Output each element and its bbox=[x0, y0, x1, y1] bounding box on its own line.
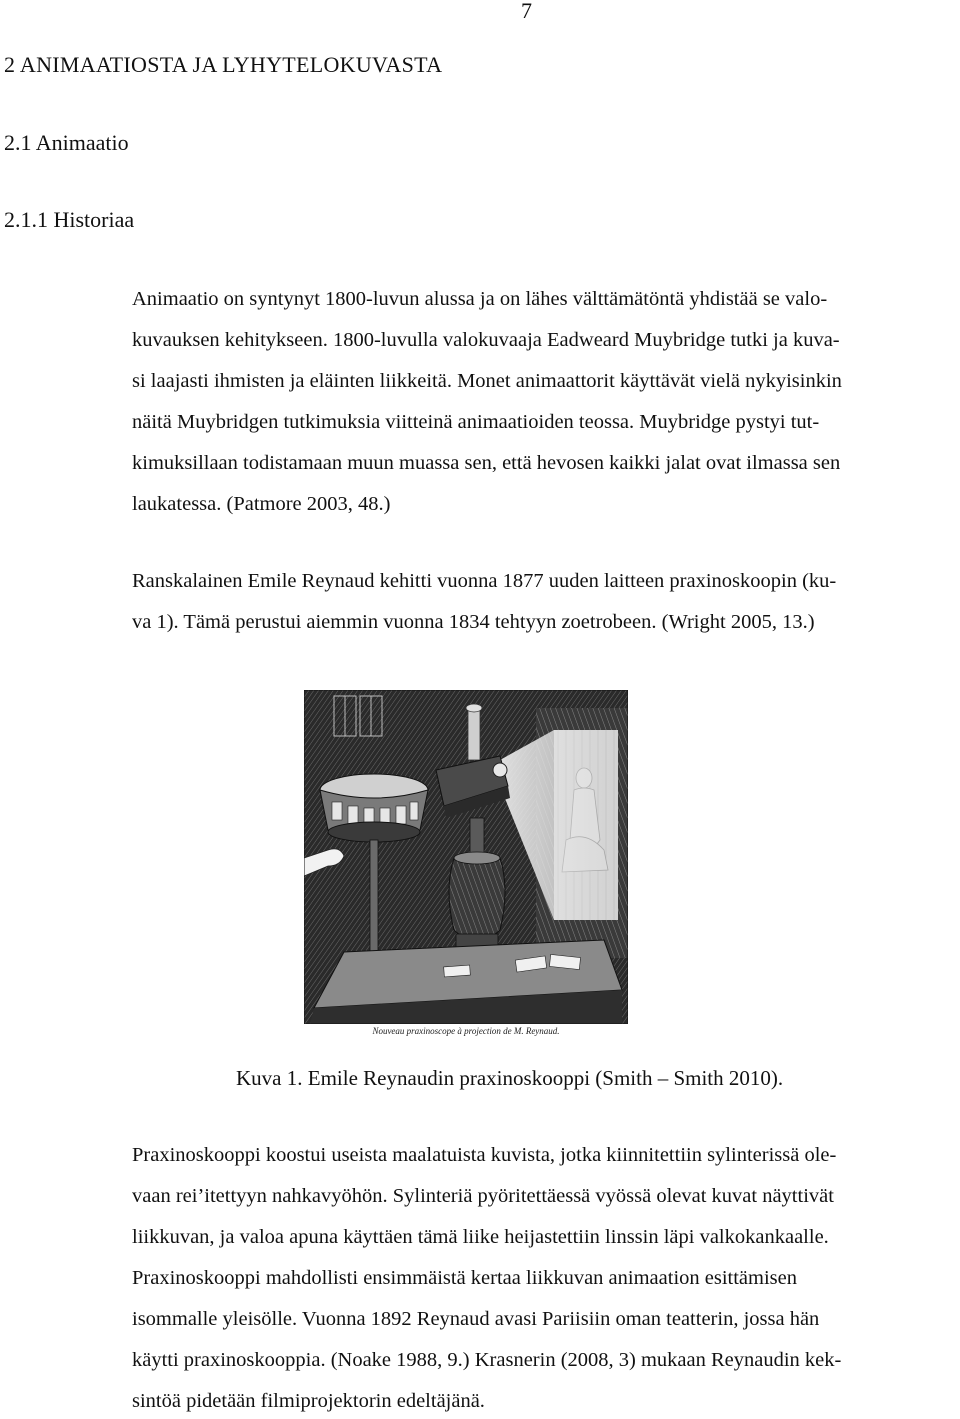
paragraph2-line: va 1). Tämä perustui aiemmin vuonna 1834 tehtyyn zoetrobeen. (Wright 2005, 13.) bbox=[132, 611, 815, 633]
chapter-heading: 2 ANIMAATIOSTA JA LYHYTELOKUVASTA bbox=[4, 52, 443, 77]
paragraph3-line: vaan rei’itettyyn nahkavyöhön. Sylinteriä pyöritettäessä vyössä olevat kuvat näyttivät bbox=[132, 1185, 834, 1207]
paragraph3-line: Praxinoskooppi koostui useista maalatuista kuvista, jotka kiinnitettiin sylinterissä ole- bbox=[132, 1144, 837, 1166]
paragraph3-line: sintöä pidetään filmiprojektorin edeltäjänä. bbox=[132, 1390, 485, 1412]
section-heading: 2.1 Animaatio bbox=[4, 130, 129, 155]
paragraph3-line: Praxinoskooppi mahdollisti ensimmäistä kertaa liikkuvan animaation esittämisen bbox=[132, 1267, 797, 1289]
subsection-heading: 2.1.1 Historiaa bbox=[4, 207, 135, 232]
paragraph1-line: näitä Muybridgen tutkimuksia viitteinä animaatioiden teossa. Muybridge pystyi tut- bbox=[132, 411, 820, 433]
praxinoscope-engraving bbox=[304, 690, 628, 1050]
page-number: 7 bbox=[521, 0, 532, 23]
paragraph3-line: isommalle yleisölle. Vuonna 1892 Reynaud avasi Pariisiin oman teatterin, jossa hän bbox=[132, 1308, 820, 1330]
paragraph1-line: si laajasti ihmisten ja eläinten liikkeitä. Monet animaattorit käyttävät vielä nykyisinkin bbox=[132, 370, 842, 392]
paragraph1-line: kuvauksen kehitykseen. 1800-luvulla valokuvaaja Eadweard Muybridge tutki ja kuva- bbox=[132, 329, 840, 351]
figure-inner-caption: Nouveau praxinoscope à projection de M. Reynaud. bbox=[372, 1026, 560, 1036]
figure-caption: Kuva 1. Emile Reynaudin praxinoskooppi (Smith – Smith 2010). bbox=[236, 1066, 784, 1090]
paragraph1-line: kimuksillaan todistamaan muun muassa sen, että hevosen kaikki jalat ovat ilmassa sen bbox=[132, 452, 841, 474]
paragraph1-line: laukatessa. (Patmore 2003, 48.) bbox=[132, 493, 391, 515]
engraving-illustration bbox=[304, 690, 628, 1024]
paragraph3-line: liikkuvan, ja valoa apuna käyttäen tämä liike heijastettiin linssin läpi valkokankaalle. bbox=[132, 1226, 829, 1248]
paragraph3-line: käytti praxinoskooppia. (Noake 1988, 9.) Krasnerin (2008, 3) mukaan Reynaudin kek- bbox=[132, 1349, 842, 1371]
paragraph1-line: Animaatio on syntynyt 1800-luvun alussa ja on lähes välttämätöntä yhdistää se valo- bbox=[132, 288, 828, 310]
paragraph2-line: Ranskalainen Emile Reynaud kehitti vuonna 1877 uuden laitteen praxinoskoopin (ku- bbox=[132, 570, 837, 592]
